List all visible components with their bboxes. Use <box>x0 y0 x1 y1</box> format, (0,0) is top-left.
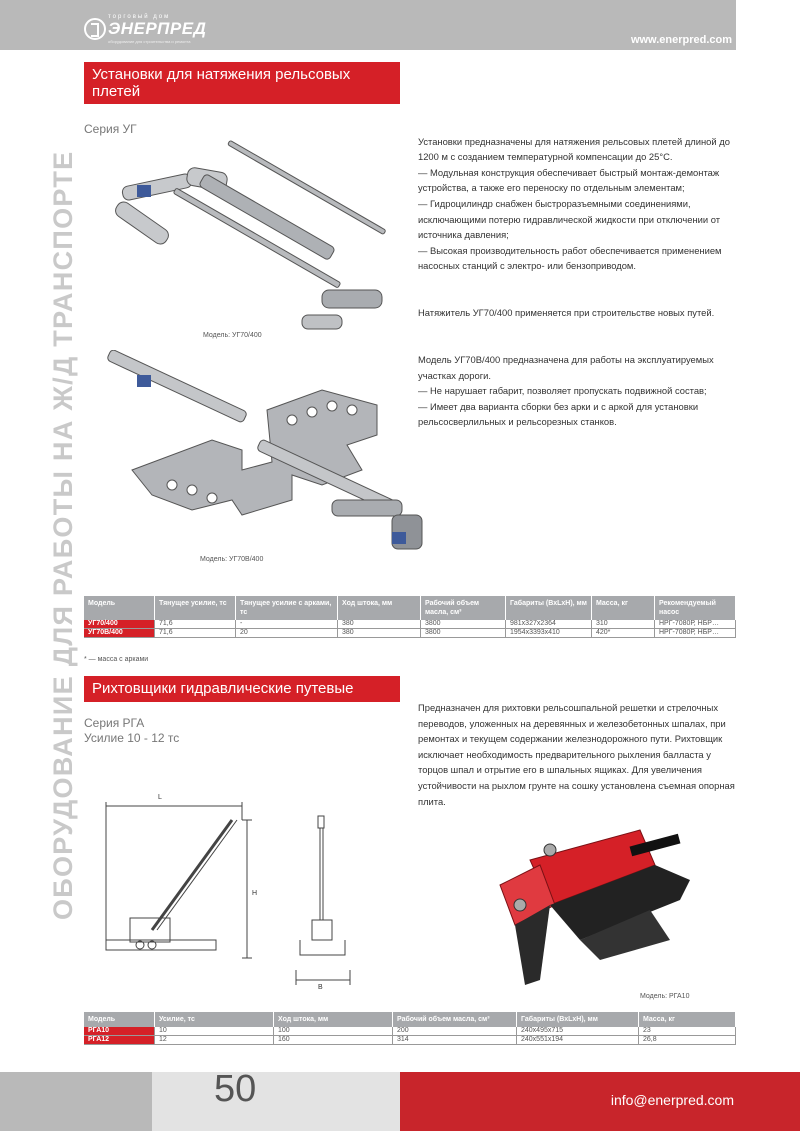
col-header: Ход штока, мм <box>274 1012 393 1027</box>
table-cell: НРГ-7080Р, НБР… <box>655 629 736 638</box>
footer-page-block <box>152 1072 400 1131</box>
straightener-spec-table <box>84 1012 736 1045</box>
table-cell: НРГ-7080Р, НБР… <box>655 620 736 629</box>
tensioner-spec-table <box>84 596 736 638</box>
page-number: 50 <box>214 1068 257 1110</box>
table-cell: - <box>236 620 338 629</box>
side-banner <box>45 60 81 920</box>
footer-contact-block <box>400 1072 800 1131</box>
table-footnote: * — масса с арками <box>84 656 149 663</box>
paragraph: Модель УГ70В/400 предназначена для работы на эксплуатируемых участках дороги. — Не нарушает габарит, позволяет пропускать подвижной состав; — Имеет два варианта сборки без арки и с аркой для установки рельсосверлильных и рельсорезных станков. <box>418 353 714 428</box>
straightener-drawing-front <box>290 810 360 1000</box>
table-cell: 10 <box>155 1027 274 1036</box>
col-header: Модель <box>84 596 155 620</box>
tensioner-ug70-image <box>92 140 412 340</box>
col-header: Усилие, тс <box>155 1012 274 1027</box>
col-header: Тянущее усилие с арками, тс <box>236 596 338 620</box>
table-cell: 380 <box>338 629 421 638</box>
tensioner-description <box>418 118 740 461</box>
section-title-straighteners: Рихтовщики гидравлические путевые <box>84 676 400 702</box>
paragraph: Натяжитель УГ70/400 применяется при строительстве новых путей. <box>418 307 715 319</box>
table-cell: 3800 <box>421 620 506 629</box>
footer-left-block <box>0 1072 152 1131</box>
table-cell: 20 <box>236 629 338 638</box>
col-header: Ход штока, мм <box>338 596 421 620</box>
col-header: Рабочий объем масла, см³ <box>421 596 506 620</box>
table-row <box>84 620 736 629</box>
col-header: Тянущее усилие, тс <box>155 596 236 620</box>
table-cell: 420* <box>592 629 655 638</box>
tensioner-ug70v-image <box>92 350 437 562</box>
logo-tagline: оборудование для строительства и ремонта <box>108 39 191 44</box>
table-cell: 23 <box>639 1027 736 1036</box>
col-header: Модель <box>84 1012 155 1027</box>
table-cell: 981х327х2364 <box>506 620 592 629</box>
series-label: Серия РГА <box>84 716 145 730</box>
dimension-l: L <box>158 794 162 801</box>
logo-mark-icon <box>84 18 106 40</box>
table-cell: 310 <box>592 620 655 629</box>
image-caption: Модель: УГ70В/400 <box>200 556 264 563</box>
logo-subtitle: торговый дом <box>108 14 171 20</box>
cell-model: РГА10 <box>84 1027 155 1036</box>
col-header: Масса, кг <box>639 1012 736 1027</box>
dimension-b: B <box>318 984 323 991</box>
straightener-description: Предназначен для рихтовки рельсошпальной решетки и стрелочных переводов, уложенных на деревянных и железобетонных шпалах, при ремонтах и текущем содержании железнодорожного пути. Рихтовщик исключает необходимость предварительного рыхления балласта у торцов шпал и отрытие его в шпальных ящиках. Для увеличения устойчивости на рыхлом грунте на сошку установлена съемная опорная плита. <box>418 702 735 807</box>
table-header-row <box>84 1012 736 1027</box>
table-cell: 314 <box>393 1036 517 1045</box>
table-cell: 3800 <box>421 629 506 638</box>
logo-name: ЭНЕРПРЕД <box>108 19 207 38</box>
col-header: Рабочий объем масла, см³ <box>393 1012 517 1027</box>
image-caption: Модель: РГА10 <box>640 993 690 1000</box>
table-cell: 71,6 <box>155 629 236 638</box>
section-title-tensioners: Установки для натяжения рельсовых плетей <box>84 62 400 104</box>
table-cell: 26,8 <box>639 1036 736 1045</box>
image-caption: Модель: УГ70/400 <box>203 332 262 339</box>
table-cell: 71,6 <box>155 620 236 629</box>
table-cell: 240х495х715 <box>517 1027 639 1036</box>
table-row <box>84 629 736 638</box>
col-header: Масса, кг <box>592 596 655 620</box>
header-gap <box>736 0 800 50</box>
cell-model: УГ70/400 <box>84 620 155 629</box>
table-cell: 12 <box>155 1036 274 1045</box>
table-row <box>84 1036 736 1045</box>
cell-model: РГА12 <box>84 1036 155 1045</box>
email-link[interactable]: info@enerpred.com <box>610 1092 734 1108</box>
series-label: Серия УГ <box>84 122 137 136</box>
dimension-h: H <box>252 890 258 897</box>
cell-model: УГ70В/400 <box>84 629 155 638</box>
table-row <box>84 1027 736 1036</box>
table-cell: 200 <box>393 1027 517 1036</box>
logo[interactable] <box>84 14 207 44</box>
straightener-rga10-image <box>480 820 710 990</box>
table-cell: 380 <box>338 620 421 629</box>
side-banner-text: ОБОРУДОВАНИЕ ДЛЯ РАБОТЫ НА Ж/Д ТРАНСПОРТЕ <box>48 150 78 920</box>
website-link[interactable]: www.enerpred.com <box>630 34 732 46</box>
table-cell: 240х551х194 <box>517 1036 639 1045</box>
straightener-drawing-side <box>92 790 272 970</box>
col-header: Габариты (ВхLхН), мм <box>506 596 592 620</box>
col-header: Габариты (ВхLхН), мм <box>517 1012 639 1027</box>
table-header-row <box>84 596 736 620</box>
table-cell: 100 <box>274 1027 393 1036</box>
table-cell: 1954х3393х410 <box>506 629 592 638</box>
col-header: Рекомендуемый насос <box>655 596 736 620</box>
table-cell: 160 <box>274 1036 393 1045</box>
paragraph: Установки предназначены для натяжения рельсовых плетей длиной до 1200 м с созданием температурной компенсации до 25°С. — Модульная конструкция обеспечивает быстрый монтаж-демонтаж устройства, а также его переноску по отдельным элементам; — Гидроцилиндр снабжен быстроразъемными соединениями, исключающими потерю гидравлической жидкости при отключении от источника давления; — Высокая производительность работ обеспечивается применением насосных станций с электро- или бензоприводом. <box>418 135 730 272</box>
force-label: Усилие 10 - 12 тс <box>84 731 180 745</box>
